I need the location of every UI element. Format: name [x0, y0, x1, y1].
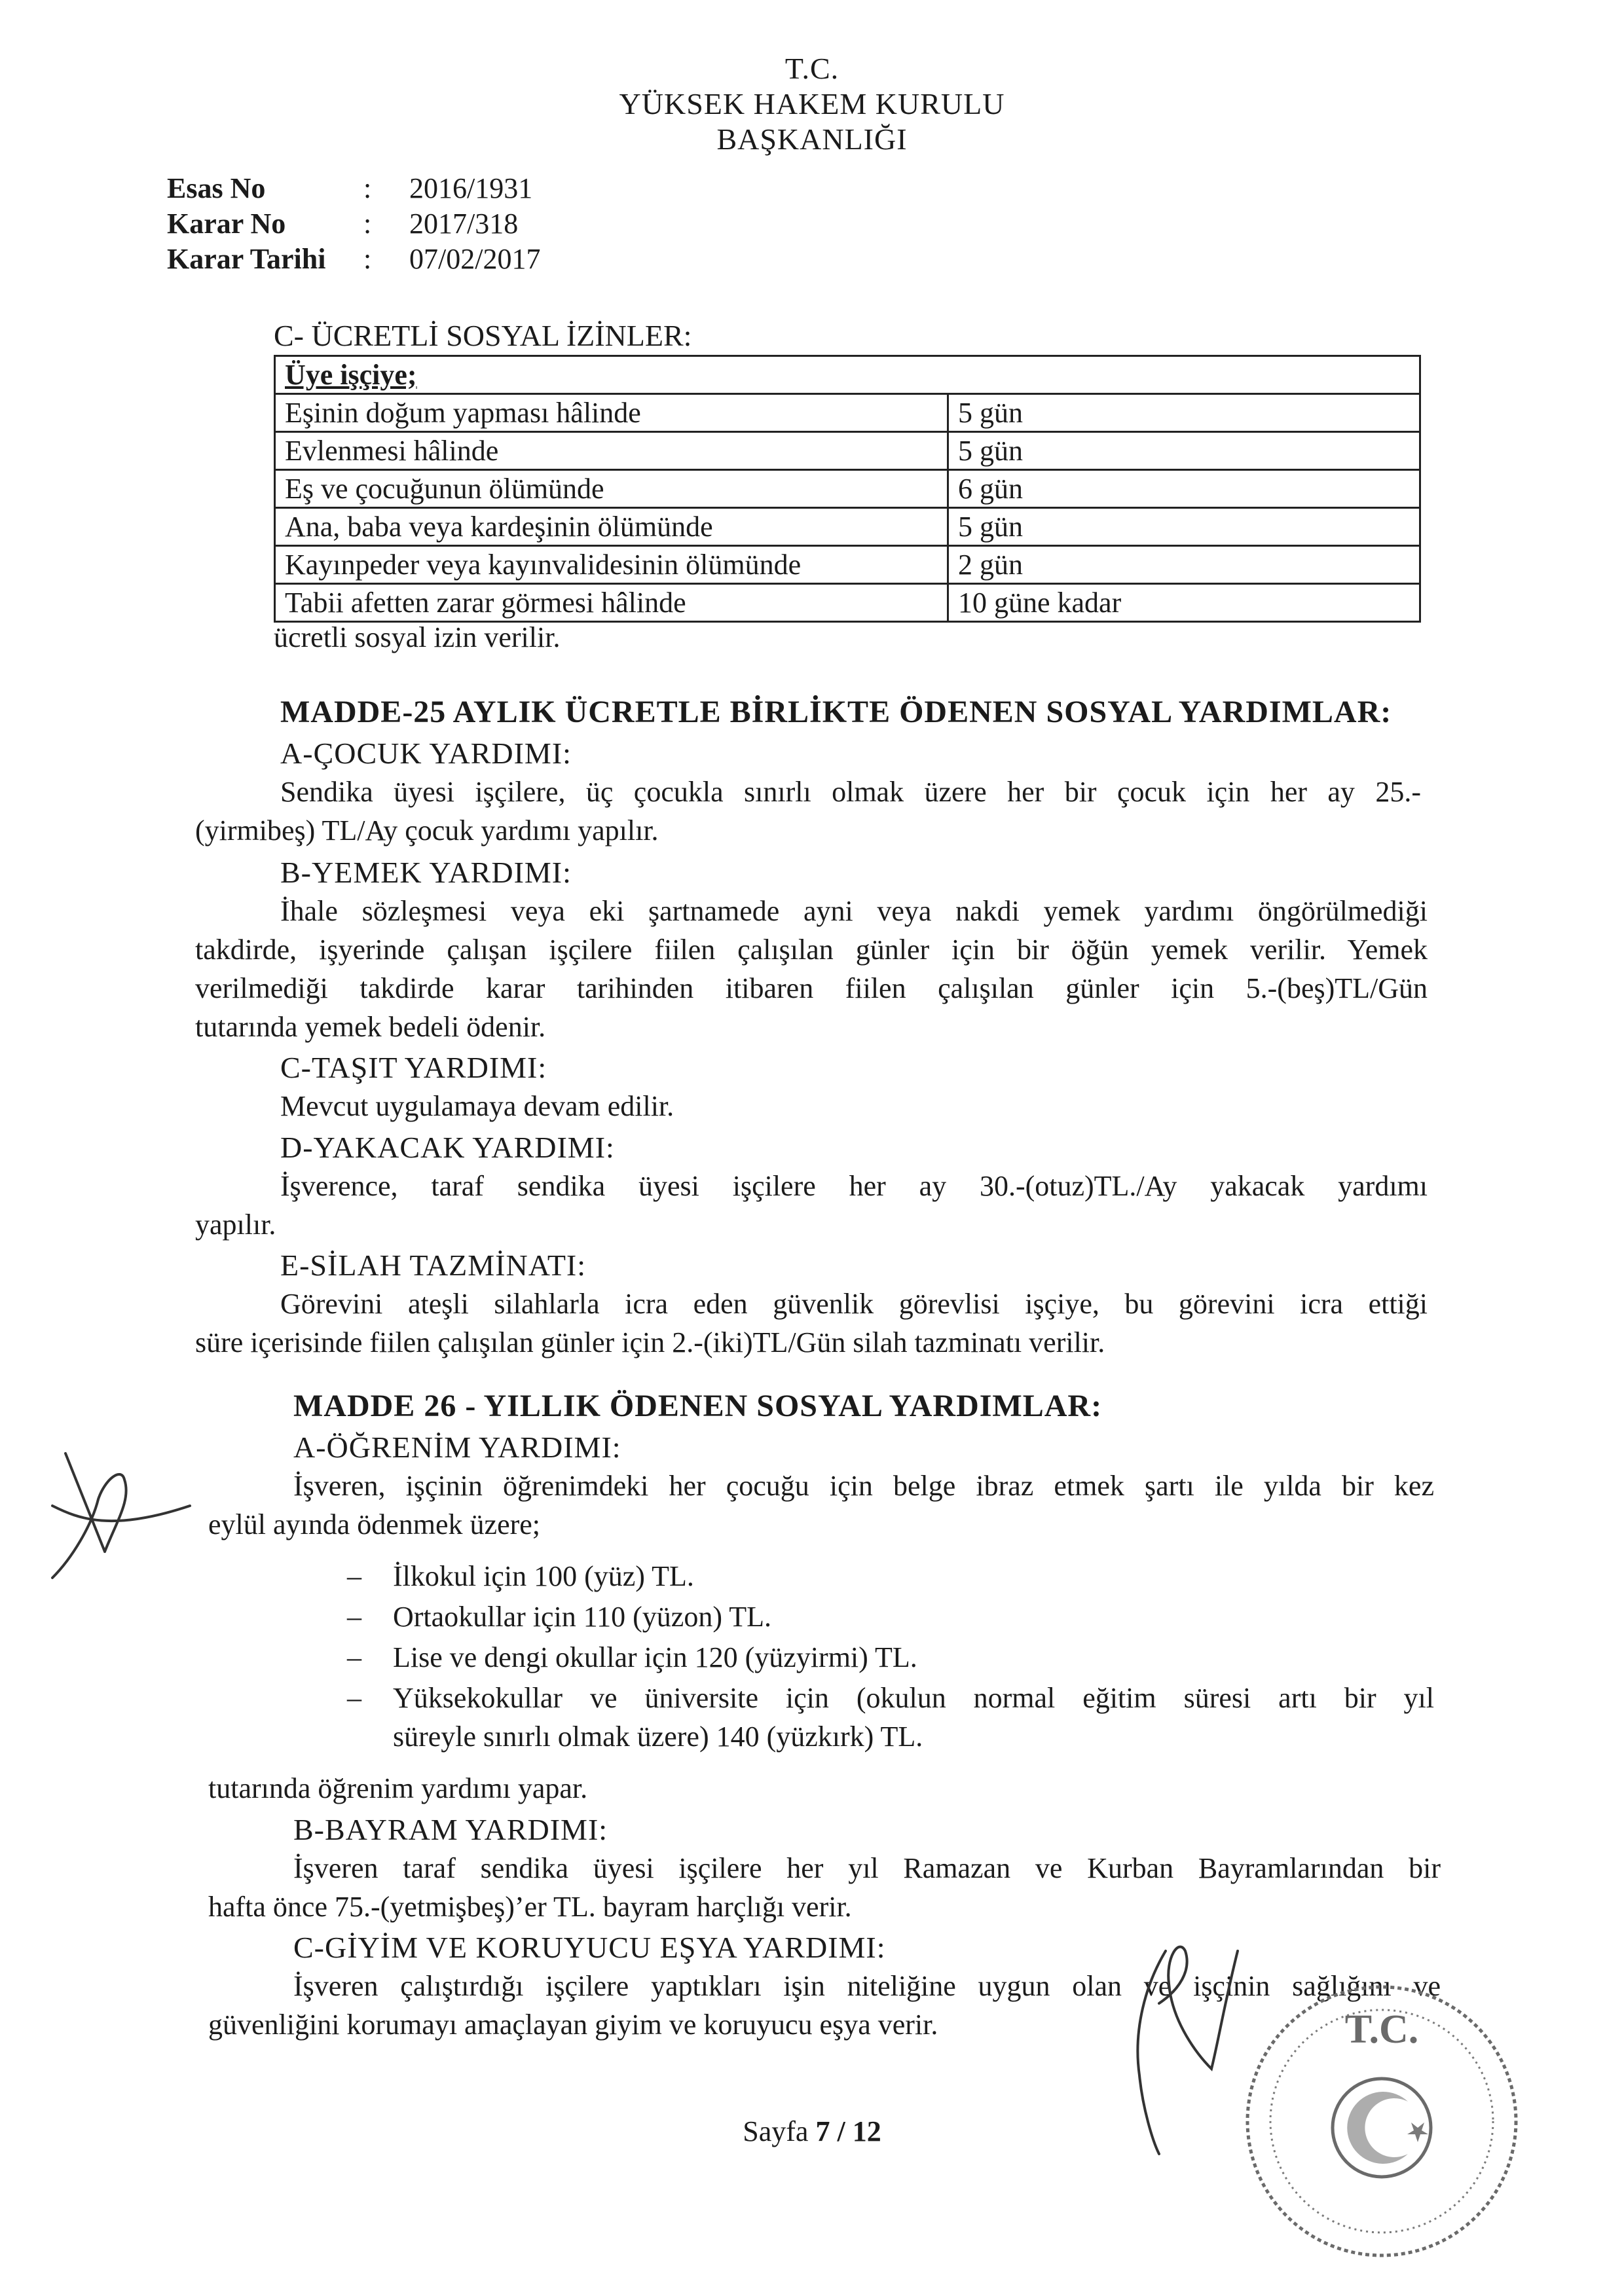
madde25-e-line1: Görevini ateşli silahlarla icra eden güvenlik görevlisi işçiye, bu görevini icra ettiği — [280, 1288, 1428, 1320]
header-department: BAŞKANLIĞI — [716, 122, 908, 156]
meta-label: Karar No — [167, 208, 286, 240]
table-header-row — [275, 356, 1420, 394]
madde26-title: MADDE 26 - YILLIK ÖDENEN SOSYAL YARDIMLAR: — [293, 1389, 1103, 1423]
meta-value: 2017/318 — [409, 208, 519, 240]
madde25-e-title: E-SİLAH TAZMİNATI: — [280, 1248, 587, 1282]
meta-value: 07/02/2017 — [409, 243, 541, 275]
madde25-a-line2: (yirmibeş) TL/Ay çocuk yardımı yapılır. — [195, 814, 659, 847]
meta-karar-no: Karar No : 2017/318 — [167, 208, 519, 240]
table-row — [275, 508, 1420, 546]
table-row — [275, 394, 1420, 432]
leave-table — [274, 355, 1421, 623]
madde26-b-title: B-BAYRAM YARDIMI: — [293, 1813, 608, 1846]
table-row — [275, 432, 1420, 470]
madde25-b-title: B-YEMEK YARDIMI: — [280, 856, 572, 889]
leave-event: Eşinin doğum yapması hâlinde — [275, 394, 948, 432]
madde26-a-line2: eylül ayında ödenmek üzere; — [208, 1508, 541, 1540]
leave-duration: 6 gün — [948, 470, 1420, 508]
madde25-title: MADDE-25 AYLIK ÜCRETLE BİRLİKTE ÖDENEN SOSYAL YARDIMLAR: — [280, 695, 1392, 729]
leave-event: Kayınpeder veya kayınvalidesinin ölümünde — [275, 546, 948, 584]
madde25-a-title: A-ÇOCUK YARDIMI: — [280, 737, 572, 770]
madde25-e-line2: süre içerisinde fiilen çalışılan günler için 2.-(iki)TL/Gün silah tazminatı verilir. — [195, 1326, 1105, 1358]
list-item: – Lise ve dengi okullar için 120 (yüzyirmi) TL. — [347, 1641, 917, 1673]
leave-event: Ana, baba veya kardeşinin ölümünde — [275, 508, 948, 546]
madde26-a-title: A-ÖĞRENİM YARDIMI: — [293, 1430, 621, 1464]
madde25-a-line1: Sendika üyesi işçilere, üç çocukla sınırlı olmak üzere her bir çocuk için her ay 25.- — [280, 776, 1421, 808]
leave-duration: 2 gün — [948, 546, 1420, 584]
header-institution: YÜKSEK HAKEM KURULU — [619, 87, 1005, 120]
madde25-b-line2: takdirde, işyerinde çalışan işçilere fiilen çalışılan günler için bir öğün yemek verilir. Yemek — [195, 934, 1428, 966]
section-c-title: C- ÜCRETLİ SOSYAL İZİNLER: — [274, 319, 692, 352]
table-header-cell: Üye işçiye; — [275, 356, 1420, 394]
madde26-a-after: tutarında öğrenim yardımı yapar. — [208, 1772, 588, 1804]
meta-label: Karar Tarihi — [167, 243, 326, 275]
table-row — [275, 584, 1420, 622]
leave-duration: 10 güne kadar — [948, 584, 1420, 622]
madde26-b-line2: hafta önce 75.-(yetmişbeş)’er TL. bayram harçlığı verir. — [208, 1891, 852, 1923]
section-c-after: ücretli sosyal izin verilir. — [274, 621, 561, 653]
table-row — [275, 546, 1420, 584]
leave-event: Tabii afetten zarar görmesi hâlinde — [275, 584, 948, 622]
madde26-c-title: C-GİYİM VE KORUYUCU EŞYA YARDIMI: — [293, 1931, 886, 1964]
madde25-b-line3: verilmediği takdirde karar tarihinden itibaren fiilen çalışılan günler için 5.-(beş)TL/Gün — [195, 972, 1428, 1004]
madde25-c-title: C-TAŞIT YARDIMI: — [280, 1051, 547, 1084]
madde26-c-line2: güvenliğini korumayı amaçlayan giyim ve koruyucu eşya verir. — [208, 2009, 938, 2041]
madde26-c-line1: İşveren çalıştırdığı işçilere yaptıkları işin niteliğine uygun olan ve işçinin sağlığını ve — [293, 1970, 1441, 2002]
meta-label: Esas No — [167, 172, 266, 204]
meta-value: 2016/1931 — [409, 172, 533, 204]
header-tc: T.C. — [784, 52, 840, 85]
madde25-b-line4: tutarında yemek bedeli ödenir. — [195, 1011, 546, 1043]
leave-event: Evlenmesi hâlinde — [275, 432, 948, 470]
meta-karar-tarihi: Karar Tarihi : 07/02/2017 — [167, 243, 541, 275]
signature-left — [26, 1440, 210, 1597]
page-number: Sayfa 7 / 12 — [743, 2115, 881, 2147]
meta-esas-no: Esas No : 2016/1931 — [167, 172, 533, 204]
leave-duration: 5 gün — [948, 432, 1420, 470]
leave-event: Eş ve çocuğunun ölümünde — [275, 470, 948, 508]
list-item: – Yüksekokullar ve üniversite için (okulun normal eğitim süresi artı bir yıl süreyle sınırlı olmak üzere) 140 (yüzkırk) TL. — [347, 1682, 1434, 1753]
madde25-d-line2: yapılır. — [195, 1209, 276, 1241]
madde25-d-title: D-YAKACAK YARDIMI: — [280, 1131, 615, 1164]
list-item: – Ortaokullar için 110 (yüzon) TL. — [347, 1601, 771, 1633]
leave-duration: 5 gün — [948, 508, 1420, 546]
leave-duration: 5 gün — [948, 394, 1420, 432]
list-item: – İlkokul için 100 (yüz) TL. — [347, 1560, 694, 1592]
stamp-text: T.C. — [1344, 2007, 1419, 2052]
madde26-a-line1: İşveren, işçinin öğrenimdeki her çocuğu için belge ibraz etmek şartı ile yılda bir kez — [293, 1470, 1434, 1502]
madde25-c-line1: Mevcut uygulamaya devam edilir. — [280, 1090, 674, 1122]
madde25-b-line1: İhale sözleşmesi veya eki şartnamede ayni veya nakdi yemek yardımı öngörülmediği — [280, 895, 1428, 927]
madde25-d-line1: İşverence, taraf sendika üyesi işçilere her ay 30.-(otuz)TL./Ay yakacak yardımı — [280, 1170, 1428, 1202]
madde26-b-line1: İşveren taraf sendika üyesi işçilere her yıl Ramazan ve Kurban Bayramlarından bir — [293, 1852, 1441, 1884]
table-row — [275, 470, 1420, 508]
